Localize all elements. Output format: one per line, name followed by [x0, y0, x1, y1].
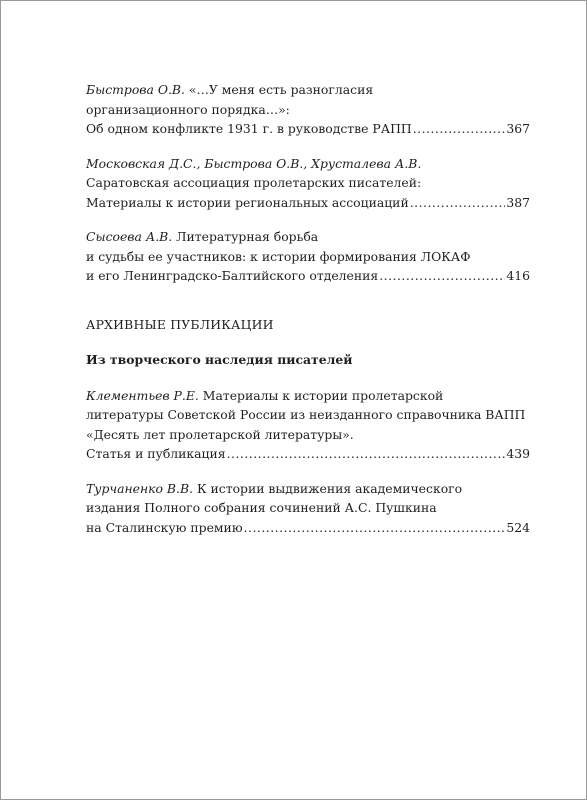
page-number: 367 — [506, 121, 530, 136]
entry-authors: Клементьев Р.Е. — [86, 387, 199, 403]
dot-leader — [244, 518, 506, 538]
entry-authors: Московская Д.С., Быстрова О.В., Хрусталева А.В. — [86, 155, 422, 171]
toc-entry-first-line — [86, 80, 530, 100]
toc-entry-first-line — [86, 479, 530, 499]
toc-entry-last-line — [86, 518, 530, 538]
toc-entry — [86, 227, 530, 286]
toc-entry-last-line — [86, 193, 530, 213]
toc-entry-last-line — [86, 119, 530, 139]
toc-entry-last-line — [86, 444, 530, 464]
toc-entry — [86, 386, 530, 464]
entry-title-line: организационного порядка…»: — [86, 101, 290, 117]
entry-title-line: Литературная борьба — [176, 229, 319, 244]
toc-entry-first-line — [86, 227, 530, 247]
entry-title-line: на Сталинскую премию — [86, 519, 243, 535]
table-of-contents — [86, 80, 530, 552]
toc-entry — [86, 479, 530, 538]
entry-title-line: Об одном конфликте 1931 г. в руководстве РАПП — [86, 121, 412, 136]
dot-leader — [379, 266, 505, 286]
entry-title-line: К истории выдвижения академического — [196, 480, 463, 496]
toc-entry-last-line — [86, 266, 530, 286]
entry-authors: Турчаненко В.В. — [86, 480, 194, 496]
entry-title-line: и судьбы ее участников: к истории формирования ЛОКАФ — [86, 248, 471, 264]
dot-leader — [413, 119, 506, 139]
entry-title-line: Саратовская ассоциация пролетарских писателей: — [86, 175, 422, 190]
entry-title-line: и его Ленинградско-Балтийского отделения — [86, 268, 379, 283]
entry-title-line: «…У меня есть разногласия — [188, 82, 374, 97]
dot-leader — [227, 444, 506, 464]
toc-entry — [86, 154, 530, 213]
page-number: 439 — [506, 446, 530, 461]
page-number: 524 — [506, 519, 530, 535]
entry-title-line: Материалы к истории региональных ассоциаций — [86, 194, 409, 210]
entry-title-line: Статья и публикация — [86, 446, 226, 461]
toc-entry-first-line — [86, 386, 530, 406]
entry-title-line: издания Полного собрания сочинений А.С. Пушкина — [86, 500, 437, 515]
entry-title-line: «Десять лет пролетарской литературы». — [86, 426, 354, 442]
dot-leader — [410, 193, 506, 213]
page-number: 387 — [506, 194, 530, 210]
entry-authors: Быстрова О.В. — [86, 82, 185, 97]
section-title: АРХИВНЫЕ ПУБЛИКАЦИИ — [86, 316, 274, 332]
entry-title-line: Материалы к истории пролетарской — [202, 387, 444, 403]
entry-title-line: литературы Советской России из неизданного справочника ВАПП — [86, 407, 526, 422]
entry-authors: Сысоева А.В. — [86, 229, 173, 244]
subsection-title: Из творческого наследия писателей — [86, 352, 353, 367]
page-number: 416 — [506, 268, 530, 283]
toc-entry — [86, 80, 530, 139]
